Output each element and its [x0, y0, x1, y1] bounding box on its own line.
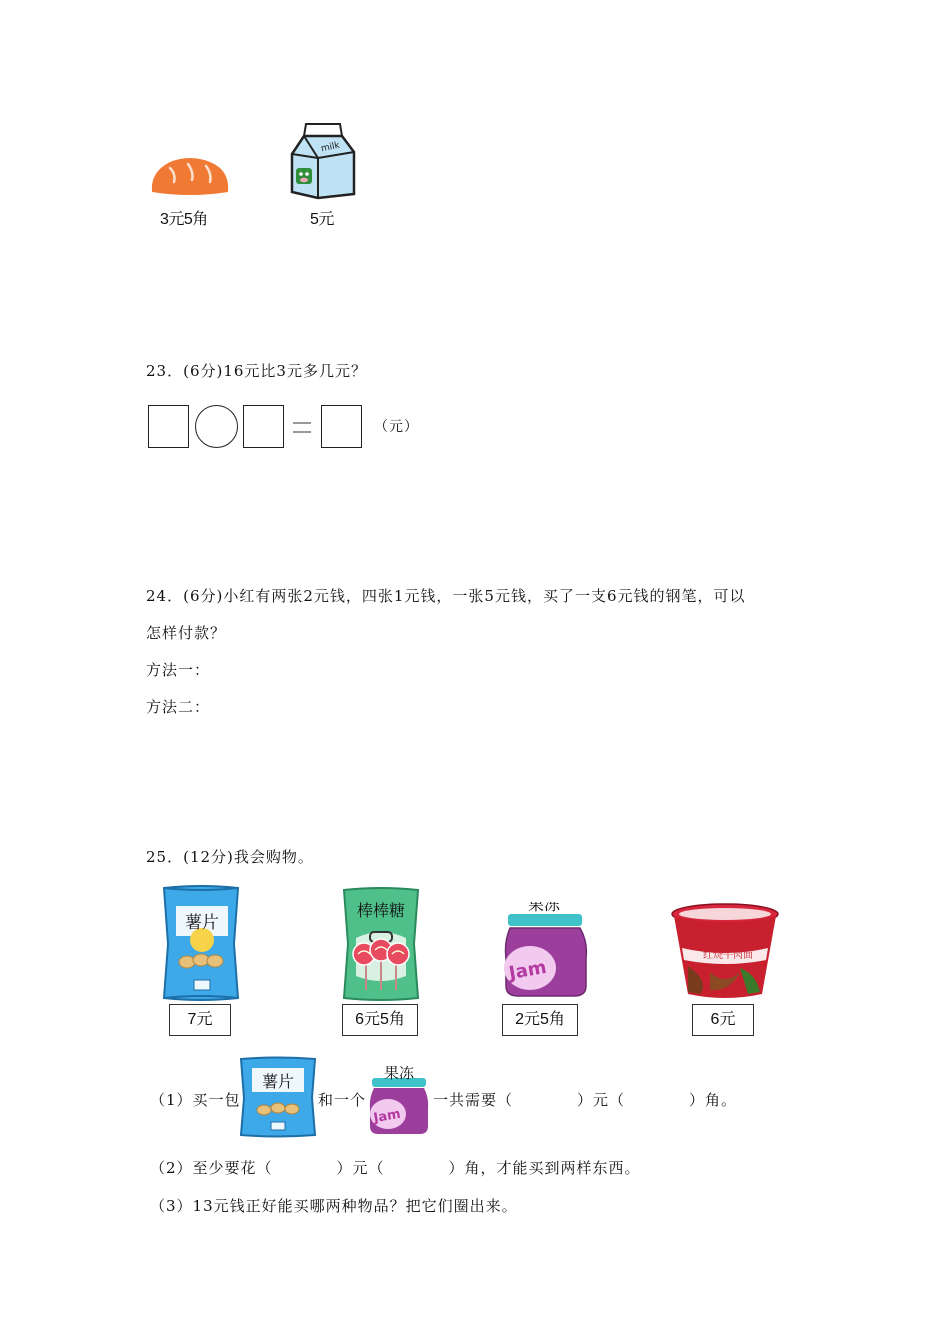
chips-price: 7元	[169, 1004, 231, 1036]
q23-answer-box-2[interactable]	[243, 405, 284, 448]
noodle-price: 6元	[692, 1004, 754, 1036]
jam-jar-icon	[500, 902, 590, 1000]
chips-bag-icon	[238, 1056, 318, 1138]
q23-answer-box-1[interactable]	[148, 405, 189, 448]
bread-price: 3元5角	[160, 211, 208, 228]
sub1-jam-label: 果冻	[383, 1066, 415, 1082]
milk-price: 5元	[310, 211, 334, 228]
chips-bag-icon	[160, 884, 242, 1002]
sub1-jam-jar-text: Jam	[372, 1106, 402, 1127]
jam-jar-icon	[366, 1066, 432, 1136]
q23-text: 23．(6分)16元比3元多几元？	[146, 362, 367, 380]
q23-unit: （元）	[374, 419, 419, 435]
q24-line1: 24．(6分)小红有两张2元钱，四张1元钱，一张5元钱，买了一支6元钱的钢笔，可以	[146, 587, 746, 605]
q25-sub3: （3）13元钱正好能买哪两种物品？把它们圈出来。	[150, 1197, 518, 1215]
chips-product[interactable]	[160, 884, 242, 1004]
jam-price: 2元5角	[502, 1004, 578, 1036]
lollipop-bag-icon	[342, 886, 420, 1002]
q25-sub2: （2）至少要花（ ）元（ ）角，才能买到两样东西。	[150, 1159, 641, 1177]
jam-product[interactable]	[500, 902, 590, 1002]
milk-item	[288, 122, 358, 202]
q25-sub1-part-b: 和一个	[318, 1091, 367, 1109]
q25-title: 25．(12分)我会购物。	[146, 848, 314, 866]
noodle-label: 红烧牛肉面	[703, 950, 753, 961]
milk-carton-text: milk	[320, 140, 341, 155]
q23-answer-box-3[interactable]	[321, 405, 362, 448]
q24-line2: 怎样付款？	[146, 624, 227, 642]
milk-carton-icon	[288, 122, 358, 200]
q24-method1: 方法一：	[146, 661, 211, 679]
lollipop-label: 棒棒糖	[356, 901, 406, 920]
q24-method2: 方法二：	[146, 698, 211, 716]
sub1-jam-image	[366, 1066, 432, 1136]
noodle-cup-icon	[670, 902, 780, 1000]
lollipop-product[interactable]	[342, 886, 420, 1002]
sub1-chips-label: 薯片	[261, 1072, 295, 1091]
q25-sub1-part-a: （1）买一包	[150, 1091, 241, 1109]
q25-sub1-part-c: 一共需要（ ）元（ ）角。	[433, 1091, 738, 1109]
equals-sign	[293, 422, 311, 433]
q23-operator-circle[interactable]	[195, 405, 238, 448]
sub1-chips-image	[238, 1056, 318, 1138]
chips-label: 薯片	[185, 913, 219, 933]
bread-icon	[148, 152, 232, 200]
lollipop-price: 6元5角	[342, 1004, 418, 1036]
jam-jar-text: Jam	[507, 956, 549, 985]
noodle-product[interactable]	[670, 902, 780, 1002]
jam-label: 果冻	[527, 902, 561, 914]
